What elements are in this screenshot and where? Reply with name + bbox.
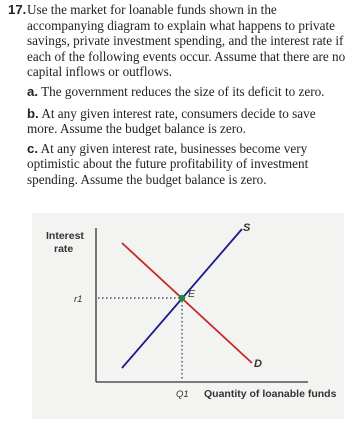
part-a-letter: a.: [27, 83, 38, 99]
quantity-label: Q1: [176, 389, 189, 400]
demand-label: D: [254, 358, 262, 370]
part-b: [27, 106, 346, 137]
part-a: [27, 84, 346, 100]
y-axis-label-line1: Interest: [46, 230, 84, 242]
equilibrium-point: [179, 295, 185, 301]
part-a-text: The government reduces the size of its deficit to zero.: [41, 83, 325, 99]
rate-label: r1: [74, 294, 83, 305]
problem-number: 17.: [8, 2, 27, 17]
part-c-letter: c.: [27, 140, 38, 156]
part-b-text: At any given interest rate, consumers decide to save more. Assume the budget balance is zero.: [27, 105, 316, 137]
part-c-text: At any given interest rate, businesses become very optimistic about the future profitability of investment spending. Assume the budget balance is zero.: [27, 140, 309, 187]
part-c: [27, 141, 346, 188]
part-b-letter: b.: [27, 105, 39, 121]
supply-label: S: [243, 222, 251, 234]
problem-stem: Use the market for loanable funds shown in the accompanying diagram to explain what happens to private savings, private investment spending, and the interest rate if each of the following events occur. Assume that there are no capital inflows or outflows.: [27, 2, 346, 80]
diagram-svg: [32, 213, 344, 419]
x-axis-label: Quantity of loanable funds: [204, 388, 337, 400]
loanable-funds-diagram: [32, 213, 344, 419]
y-axis-label-line2: rate: [54, 243, 74, 255]
equilibrium-label: E: [188, 288, 196, 300]
problem-17: [8, 2, 346, 188]
